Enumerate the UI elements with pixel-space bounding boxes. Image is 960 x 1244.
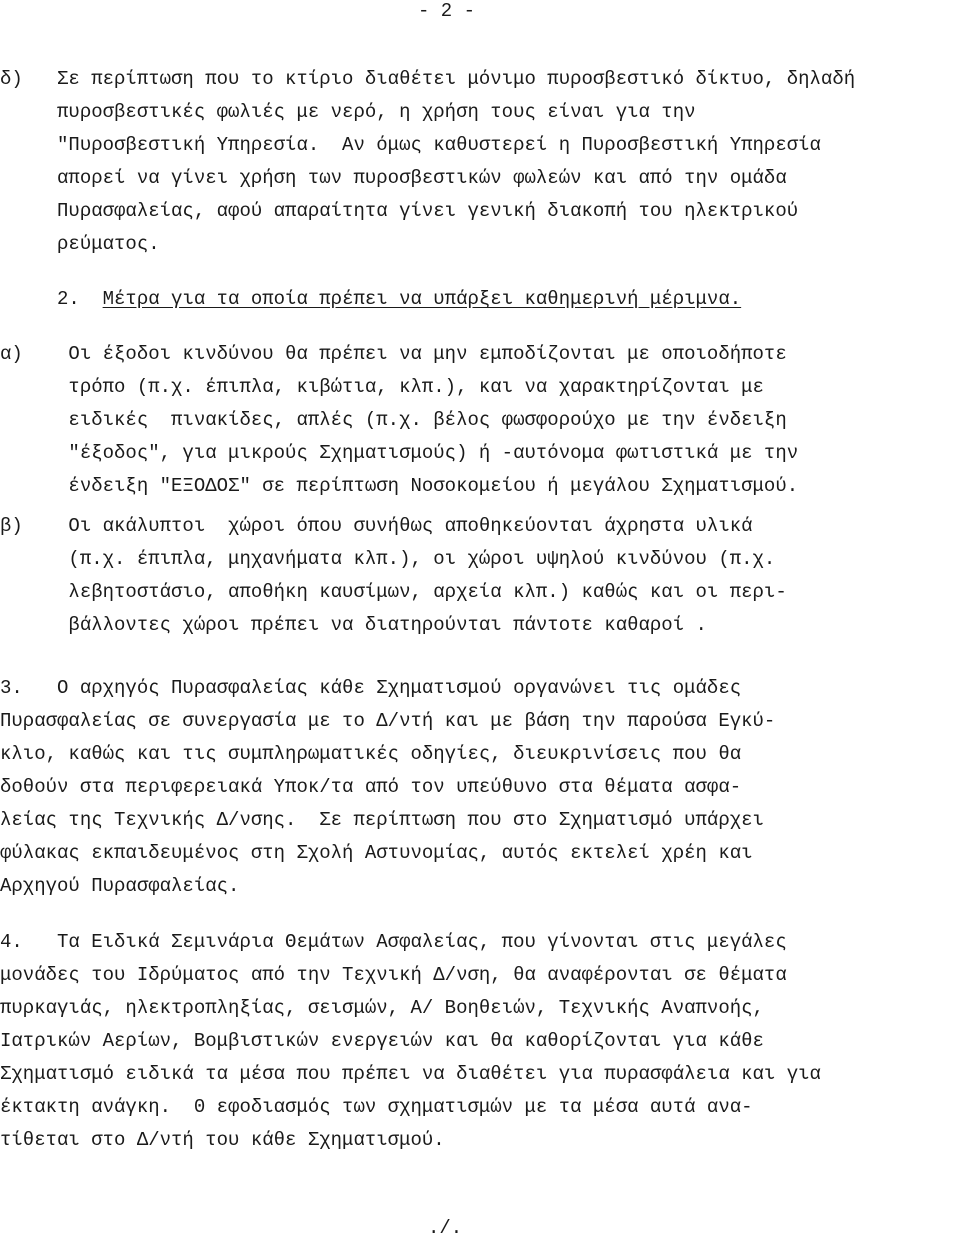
text-line: πυροσβεστικές φωλιές με νερό, η χρήση τους είναι για την — [0, 101, 696, 123]
text-line: τρόπο (π.χ. έπιπλα, κιβώτια, κλπ.), και να χαρακτηρίζονται με — [0, 376, 764, 398]
text-line: κλιο, καθώς και τις συμπληρωματικές οδηγίες, διευκρινίσεις που θα — [0, 743, 742, 765]
text-line: δ) Σε περίπτωση που το κτίριο διαθέτει μόνιμο πυροσβεστικό δίκτυο, δηλαδή — [0, 68, 856, 90]
text-line: βάλλοντες χώροι πρέπει να διατηρούνται πάντοτε καθαροί . — [0, 614, 707, 636]
text-line: έκτακτη ανάγκη. 0 εφοδιασμός των σχηματισμών με τα μέσα αυτά ανα- — [0, 1096, 753, 1118]
section-3 — [0, 672, 960, 903]
text-line: β) Οι ακάλυπτοι χώροι όπου συνήθως αποθηκεύονται άχρηστα υλικά — [0, 515, 753, 537]
page-number: - 2 - — [418, 0, 476, 22]
section-title: Μέτρα για τα οποία πρέπει να υπάρξει καθημερινή μέριμνα. — [102, 288, 742, 310]
text-line: Σχηματισμό ειδικά τα μέσα που πρέπει να διαθέτει για πυρασφάλεια και για — [0, 1063, 821, 1085]
text-line: τίθεται στο Δ/ντή του κάθε Σχηματισμού. — [0, 1129, 445, 1151]
text-line: "Πυροσβεστική Υπηρεσία. Αν όμως καθυστερεί η Πυροσβεστική Υπηρεσία — [0, 134, 821, 156]
text-line: Ιατρικών Αερίων, Βομβιστικών ενεργειών και θα καθορίζονται για κάθε — [0, 1030, 764, 1052]
section-2-heading — [0, 283, 960, 316]
text-line: λείας της Τεχνικής Δ/νσης. Σε περίπτωση που στο Σχηματισμό υπάρχει — [0, 809, 764, 831]
text-line: Πυρασφαλείας, αφού απαραίτητα γίνει γενική διακοπή του ηλεκτρικού — [0, 200, 799, 222]
paragraph-alpha — [0, 338, 960, 503]
text-line: (π.χ. έπιπλα, μηχανήματα κλπ.), οι χώροι υψηλού κινδύνου (π.χ. — [0, 548, 776, 570]
text-line: λεβητοστάσιο, αποθήκη καυσίμων, αρχεία κλπ.) καθώς και οι περι- — [0, 581, 787, 603]
text-line: 4. Τα Ειδικά Σεμινάρια Θεμάτων Ασφαλείας, που γίνονται στις μεγάλες — [0, 931, 787, 953]
text-line: α) Οι έξοδοι κινδύνου θα πρέπει να μην εμποδίζονται με οποιοδήποτε — [0, 343, 787, 365]
text-line: "έξοδος", για μικρούς Σχηματισμούς) ή -αυτόνομα φωτιστικά με την — [0, 442, 799, 464]
text-line: 3. Ο αρχηγός Πυρασφαλείας κάθε Σχηματισμού οργανώνει τις ομάδες — [0, 677, 742, 699]
text-line: μονάδες του Ιδρύματος από την Τεχνική Δ/νση, θα αναφέρονται σε θέματα — [0, 964, 787, 986]
text-line: δοθούν στα περιφερειακά Υποκ/τα από τον υπεύθυνο στα θέματα ασφα- — [0, 776, 742, 798]
section-number: 2. — [0, 288, 103, 310]
paragraph-beta — [0, 510, 960, 642]
text-line: ειδικές πινακίδες, απλές (π.χ. βέλος φωσφορούχο με την ένδειξη — [0, 409, 787, 431]
section-4 — [0, 926, 960, 1157]
paragraph-delta — [0, 63, 960, 261]
continuation-mark: ./. — [428, 1217, 463, 1239]
text-line: πυρκαγιάς, ηλεκτροπληξίας, σεισμών, Α/ Βοηθειών, Τεχνικής Αναπνοής, — [0, 997, 764, 1019]
text-line: φύλακας εκπαιδευμένος στη Σχολή Αστυνομίας, αυτός εκτελεί χρέη και — [0, 842, 753, 864]
text-line: ρεύματος. — [0, 233, 160, 255]
text-line: ένδειξη "ΕΞΟΔΟΣ" σε περίπτωση Νοσοκομείου ή μεγάλου Σχηματισμού. — [0, 475, 799, 497]
text-line: Αρχηγού Πυρασφαλείας. — [0, 875, 240, 897]
text-line: Πυρασφαλείας σε συνεργασία με το Δ/ντή και με βάση την παρούσα Εγκύ- — [0, 710, 776, 732]
text-line: απορεί να γίνει χρήση των πυροσβεστικών φωλεών και από την ομάδα — [0, 167, 787, 189]
